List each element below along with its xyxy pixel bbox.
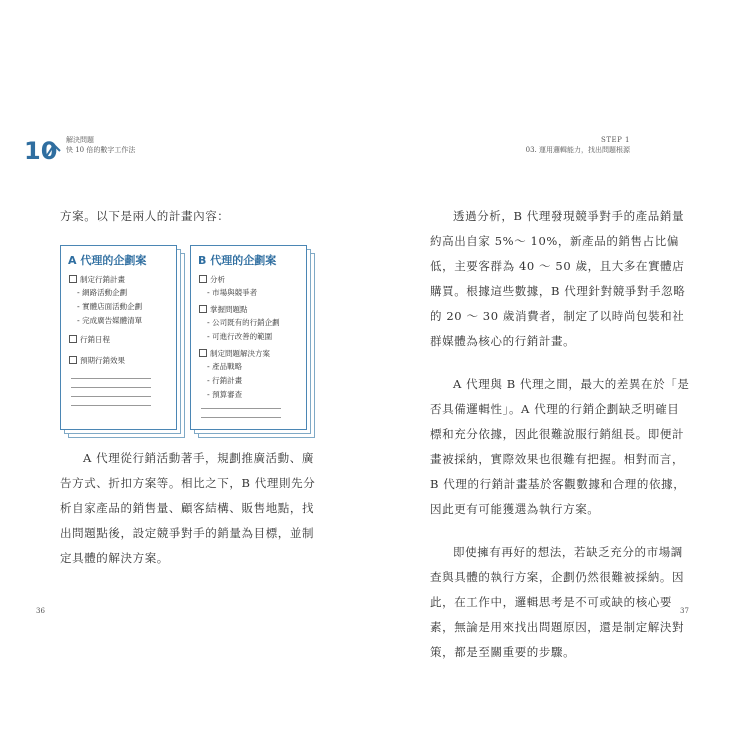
checkbox-icon — [69, 356, 77, 364]
checkbox-icon — [199, 349, 207, 357]
plan-a-item: 預期行銷效果 — [69, 355, 176, 366]
blank-line — [71, 378, 151, 379]
logo-number: 10 — [24, 137, 58, 165]
book-title — [66, 135, 135, 155]
plan-b-sub-item: - 公司既有的行銷企劃 — [207, 318, 280, 327]
blank-line — [201, 417, 281, 418]
plan-b-item: 掌握問題點 - 公司既有的行銷企劃 - 可進行改善的範圍 — [199, 304, 306, 342]
checkbox-icon — [199, 305, 207, 313]
page-number-right: 37 — [680, 607, 689, 615]
checkbox-icon — [69, 275, 77, 283]
blank-line — [71, 396, 151, 397]
plan-b-sub-item: - 產品戰略 — [207, 362, 243, 371]
checkbox-icon — [199, 275, 207, 283]
intro-text: 方案。以下是兩人的計畫內容： — [60, 209, 230, 223]
checkbox-icon — [69, 335, 77, 343]
chapter-title: 03. 運用邏輯能力，找出問題根源 — [525, 146, 630, 154]
plan-b-title: B 代理的企劃案 — [198, 254, 277, 267]
right-paragraph-1: 透過分析，B 代理發現競爭對手的產品銷量約高出自家 5%～ 10%，新產品的銷售占比偏低，主要客群為 40 ～ 50 歲，且大多在實體店購買。根據這些數據，B 代理針對競爭對手忽略的 20 ～ 30 歲消費者，制定了以時尚包裝和社群媒體為核心的行銷計畫。 — [430, 209, 686, 348]
plan-a-sub-item: - 實體店面活動企劃 — [77, 302, 143, 311]
right-paragraph-3: 即使擁有再好的想法，若缺乏充分的市場調查與具體的執行方案，企劃仍然很難被採納。因此，在工作中，邏輯思考是不可或缺的核心要素，無論是用來找出問題原因，還是制定解決對策，都是至關重要的步驟。 — [430, 545, 685, 659]
plan-a-title: A 代理的企劃案 — [68, 254, 147, 267]
plan-a-item: 行銷日程 — [69, 334, 176, 345]
chapter-header — [526, 135, 630, 155]
book-title-line2: 快 10 倍的數字工作法 — [66, 146, 136, 154]
plan-b-sub-item: - 可進行改善的範圍 — [207, 332, 273, 341]
step-label: STEP 1 — [601, 136, 630, 144]
blank-line — [71, 405, 151, 406]
blank-line — [201, 408, 281, 409]
plan-b-item: 分析 - 市場與競爭者 — [199, 274, 306, 298]
page-number-left: 36 — [36, 607, 45, 615]
plan-a-sub-item: - 網路活動企劃 — [77, 288, 128, 297]
left-paragraph: A 代理從行銷活動著手，規劃推廣活動、廣告方式、折扣方案等。相比之下，B 代理則先分析自家產品的銷售量、顧客結構、販售地點，找出問題點後，設定競爭對手的銷量為目標，並制定具體的解決方案。 — [60, 451, 316, 565]
plan-a-sub-item: - 完成廣告媒體清單 — [77, 316, 143, 325]
plan-b-sub-item: - 市場與競爭者 — [207, 288, 258, 297]
plan-b-sub-item: - 預算審查 — [207, 390, 243, 399]
plan-b-sub-item: - 行銷計畫 — [207, 376, 243, 385]
right-column — [430, 204, 690, 683]
plan-a-item: 制定行銷計畫 - 網路活動企劃 - 實體店面活動企劃 - 完成廣告媒體清單 — [69, 274, 176, 326]
right-paragraph-2: A 代理與 B 代理之間，最大的差異在於「是否具備邏輯性」。A 代理的行銷企劃缺乏明確目標和充分依據，因此很難說服行銷組長。即便計畫被採納，實際效果也很難有把握。相對而言，B 代理的行銷計畫基於客觀數據和合理的依據，因此更有可能獲選為執行方案。 — [430, 377, 690, 516]
book-logo-icon — [24, 135, 64, 165]
plan-b-item: 制定問題解決方案 - 產品戰略 - 行銷計畫 - 預算審查 — [199, 348, 306, 400]
book-title-line1: 解決問題 — [66, 136, 94, 144]
blank-line — [71, 387, 151, 388]
